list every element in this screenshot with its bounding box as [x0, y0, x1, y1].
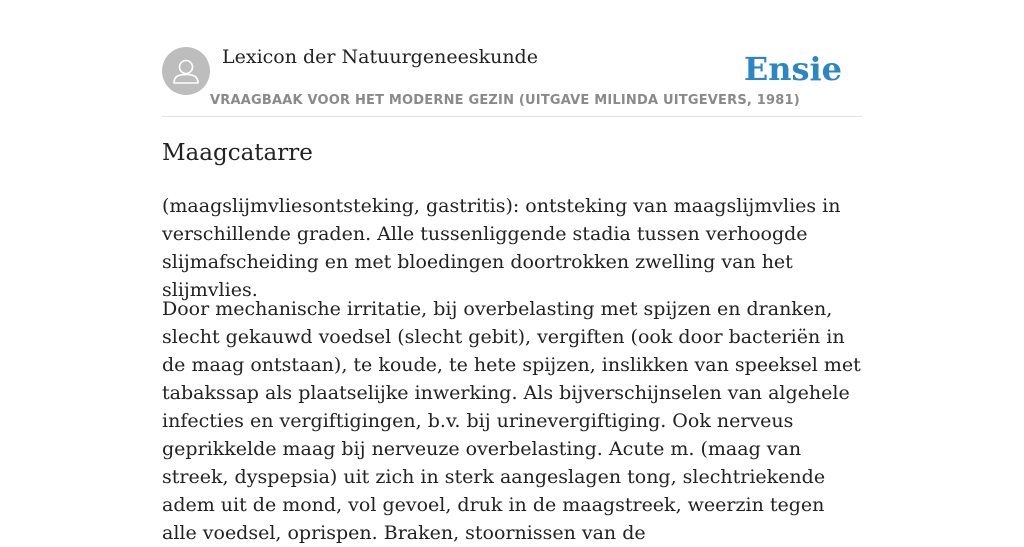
user-icon-graphic	[162, 47, 210, 95]
book-title[interactable]: Lexicon der Natuurgeneeskunde	[222, 46, 538, 68]
book-header	[162, 0, 862, 117]
site-logo[interactable]: Ensie	[743, 50, 842, 88]
user-icon[interactable]	[162, 47, 210, 95]
article-title: Maagcatarre	[162, 140, 313, 166]
book-subtitle: VRAAGBAAK VOOR HET MODERNE GEZIN (UITGAVE MILINDA UITGEVERS, 1981)	[210, 93, 800, 108]
article-paragraph: Door mechanische irritatie, bij overbelasting met spijzen en dranken, slecht gekauwd voedsel (slecht gebit), vergiften (ook door bacteriën in de maag ontstaan), te koude, te hete spijzen, inslikken van speeksel met tabakssap als plaatselijke inwerking. Als bijverschijnselen van algehele infecties en vergiftigingen, b.v. bij urinevergiftiging. Ook nerveus geprikkelde maag bij nerveuze overbelasting. Acute m. (maag van streek, dyspepsia) uit zich in sterk aangeslagen tong, slechtriekende adem uit de mond, vol gevoel, druk in de maagstreek, weerzin tegen alle voedsel, oprispen. Braken, stoornissen van de	[162, 298, 861, 544]
page-content	[162, 0, 862, 544]
article-paragraph: (maagslijmvliesontsteking, gastritis): ontsteking van maagslijmvlies in verschillende graden. Alle tussenliggende stadia tussen verhoogde slijmafscheiding en met bloedingen doortrokken zwelling van het slijmvlies.	[162, 195, 841, 301]
